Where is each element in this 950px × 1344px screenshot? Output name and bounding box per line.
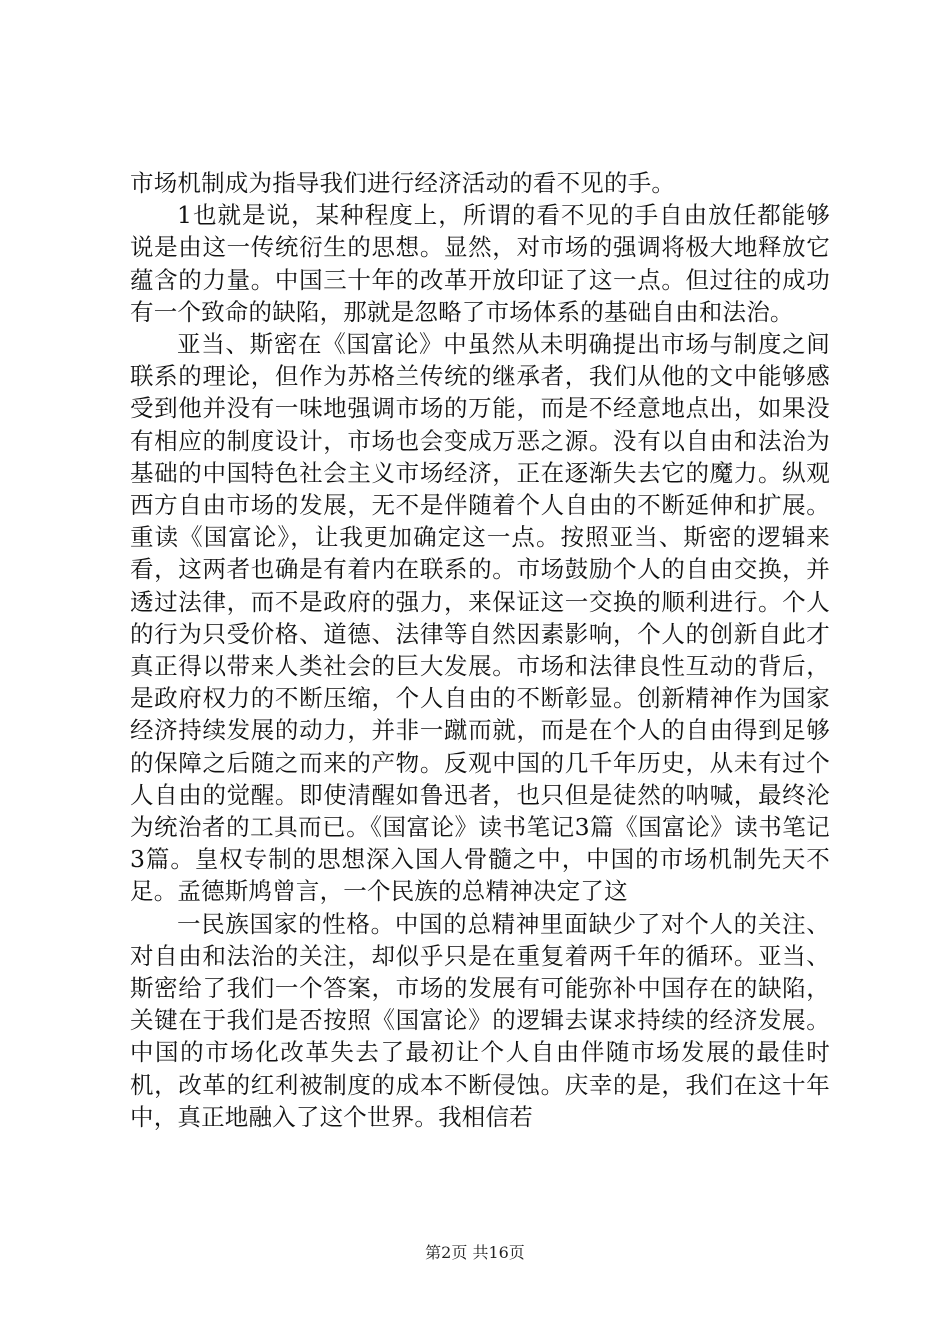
document-body — [130, 167, 830, 1133]
paragraph-3: 亚当、斯密在《国富论》中虽然从未明确提出市场与制度之间联系的理论，但作为苏格兰传统的继承者，我们从他的文中能够感受到他并没有一味地强调市场的万能，而是不经意地点出，如果没有相应的制度设计，市场也会变成万恶之源。没有以自由和法治为基础的中国特色社会主义市场经济，正在逐渐失去它的魔力。纵观西方自由市场的发展，无不是伴随着个人自由的不断延伸和扩展。重读《国富论》，让我更加确定这一点。按照亚当、斯密的逻辑来看，这两者也确是有着内在联系的。市场鼓励个人的自由交换，并透过法律，而不是政府的强力，来保证这一交换的顺利进行。个人的行为只受价格、道德、法律等自然因素影响，个人的创新自此才真正得以带来人类社会的巨大发展。市场和法律良性互动的背后，是政府权力的不断压缩，个人自由的不断彰显。创新精神作为国家经济持续发展的动力，并非一蹴而就，而是在个人的自由得到足够的保障之后随之而来的产物。反观中国的几千年历史，从未有过个人自由的觉醒。即使清醒如鲁迅者，也只但是徒然的呐喊，最终沦为统治者的工具而已。《国富论》读书笔记3篇《国富论》读书笔记3篇。皇权专制的思想深入国人骨髓之中，中国的市场机制先天不足。孟德斯鸠曾言，一个民族的总精神决定了这 — [130, 330, 830, 906]
paragraph-4: 一民族国家的性格。中国的总精神里面缺少了对个人的关注、对自由和法治的关注，却似乎只是在重复着两千年的循环。亚当、斯密给了我们一个答案，市场的发展有可能弥补中国存在的缺陷，关键在于我们是否按照《国富论》的逻辑去谋求持续的经济发展。中国的市场化改革失去了最初让个人自由伴随市场发展的最佳时机，改革的红利被制度的成本不断侵蚀。庆幸的是，我们在这十年中，真正地融入了这个世界。我相信若 — [130, 909, 830, 1131]
paragraph-2: 1也就是说，某种程度上，所谓的看不见的手自由放任都能够说是由这一传统衍生的思想。显然，对市场的强调将极大地释放它蕴含的力量。中国三十年的改革开放印证了这一点。但过往的成功有一个致命的缺陷，那就是忽略了市场体系的基础自由和法治。 — [130, 201, 830, 326]
paragraph-1: 市场机制成为指导我们进行经济活动的看不见的手。 — [130, 169, 676, 197]
page-number-footer: 第2页 共16页 — [425, 1243, 525, 1262]
